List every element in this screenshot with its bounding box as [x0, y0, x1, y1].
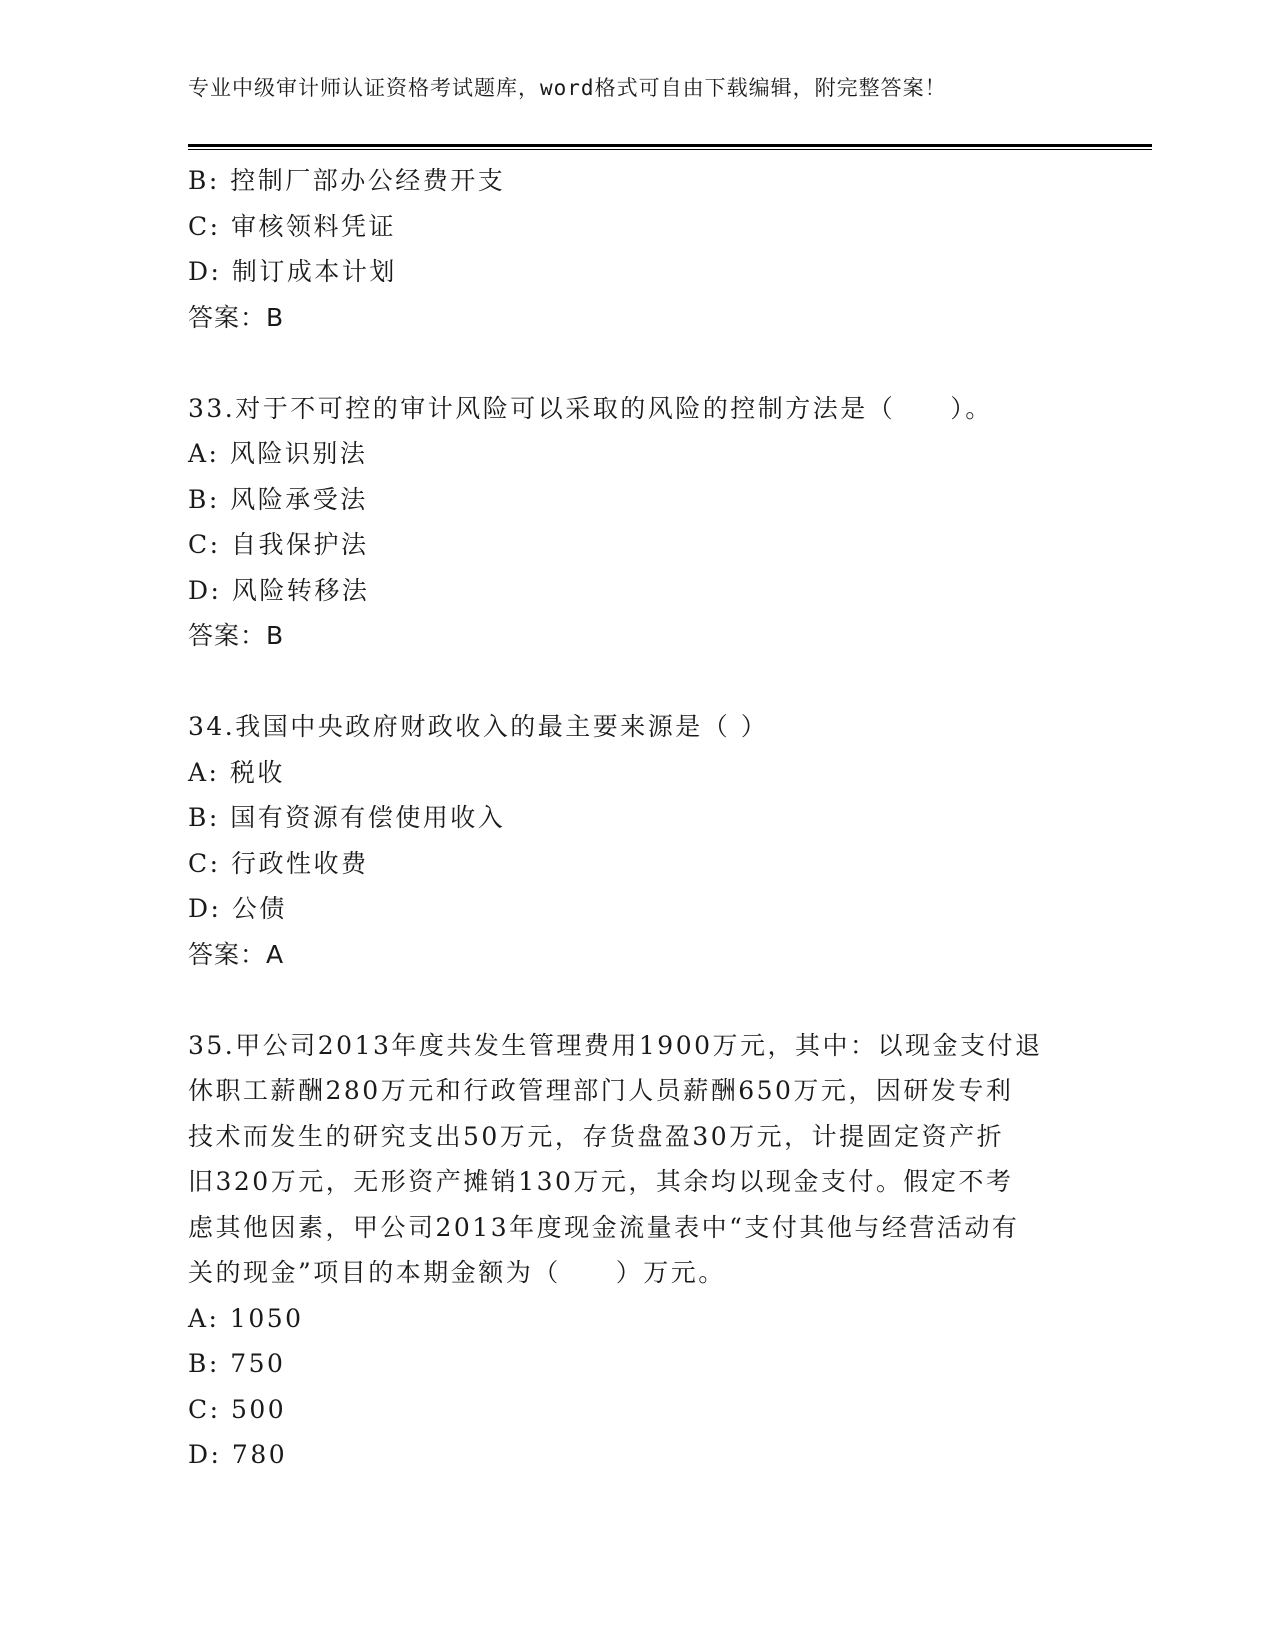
question-list: [188, 158, 1088, 1478]
answer-line: 答案：A: [188, 939, 285, 969]
option-d: D: 780: [188, 1440, 288, 1469]
option-d: D: 公债: [188, 894, 287, 923]
stem-line: 休职工薪酬280万元和行政管理部门人员薪酬650万元，因研发专利: [188, 1076, 1014, 1105]
question-34: [188, 704, 1088, 977]
question-33: [188, 386, 1088, 659]
stem-line: 关的现金”项目的本期金额为（ ）万元。: [188, 1258, 726, 1287]
question-stem: 34.我国中央政府财政收入的最主要来源是（ ）: [188, 712, 769, 741]
option-c: C: 500: [188, 1394, 287, 1424]
page-header: 专业中级审计师认证资格考试题库，word格式可自由下载编辑，附完整答案！: [188, 76, 947, 100]
option-b: B: 国有资源有偿使用收入: [188, 803, 506, 832]
stem-line: 虑其他因素，甲公司2013年度现金流量表中“支付其他与经营活动有: [188, 1212, 1020, 1242]
option-d: D: 制订成本计划: [188, 257, 397, 286]
stem-line: 技术而发生的研究支出50万元，存货盘盈30万元，计提固定资产折: [188, 1121, 1005, 1151]
option-d: D: 风险转移法: [188, 575, 370, 605]
option-a: A: 风险识别法: [188, 439, 368, 468]
option-a: A: 1050: [188, 1303, 304, 1333]
question-35: [188, 1023, 1088, 1478]
option-a: A: 税收: [188, 757, 285, 787]
header-divider: [188, 144, 1152, 150]
option-b: B: 风险承受法: [188, 484, 368, 514]
stem-line: 35.甲公司2013年度共发生管理费用1900万元，其中：以现金支付退: [188, 1030, 1043, 1060]
question-stem: 33.对于不可控的审计风险可以采取的风险的控制方法是（ ）。: [188, 393, 993, 423]
option-c: C: 审核领料凭证: [188, 211, 396, 241]
option-c: C: 自我保护法: [188, 530, 369, 559]
option-b: B: 控制厂部办公经费开支: [188, 166, 506, 195]
question-32-continued: [188, 158, 1088, 340]
option-b: B: 750: [188, 1349, 286, 1378]
answer-line: 答案：B: [188, 302, 285, 332]
stem-line: 旧320万元，无形资产摊销130万元，其余均以现金支付。假定不考: [188, 1167, 1014, 1196]
option-c: C: 行政性收费: [188, 848, 369, 878]
answer-line: 答案：B: [188, 621, 285, 650]
question-stem: [188, 1023, 1078, 1296]
